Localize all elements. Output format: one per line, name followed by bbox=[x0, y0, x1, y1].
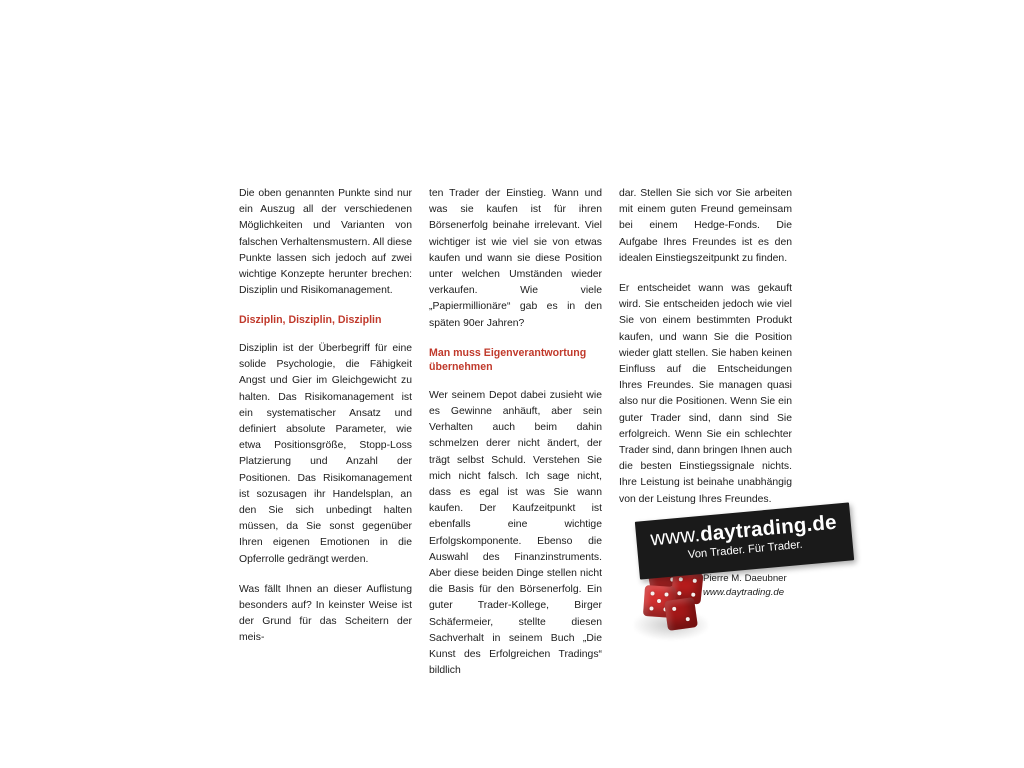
paragraph: ten Trader der Einstieg. Wann und was sie kaufen ist für ihren Börsenerfolg beinahe irrelevant. Viel wichtiger ist wie viel sie von etwas kaufen und wann sie diese Position unter welchen Umständen wieder verkaufen. Wie viele „Papiermillionäre“ gab es in den späten 90er Jahren? bbox=[429, 188, 602, 329]
section-heading-disziplin: Disziplin, Disziplin, Disziplin bbox=[239, 314, 382, 327]
die-icon bbox=[664, 597, 698, 631]
author-website: www.daytrading.de bbox=[703, 587, 785, 598]
paragraph: Disziplin ist der Überbegriff für eine solide Psychologie, die Fähigkeit Angst und Gier im Gleichgewicht zu halten. Das Risikomanagement ist ein systematischer Ansatz und definiert absolute Parameter, wie etwa Positionsgröße, Stopp-Loss Platzierung und Anzahl der Positionen. Das Risikomanagement ist sozusagen ihr Handelsplan, an den Sie sich unbedingt halten müssen, da Sie sonst gegenüber Ihren eigenen Emotionen in die Opferrolle gedrängt werden. bbox=[239, 342, 412, 565]
logo-prefix: www. bbox=[649, 523, 702, 551]
paragraph: Was fällt Ihnen an dieser Auflistung besonders auf? In keinster Weise ist der Grund für das Scheitern der meis- bbox=[239, 583, 412, 644]
author-signature bbox=[703, 572, 833, 600]
author-name: Pierre M. Daeubner bbox=[703, 573, 787, 584]
logo-suffix: .de bbox=[805, 510, 838, 537]
section-heading-eigenverantwortung: Man muss Eigenverantwortung übernehmen bbox=[429, 346, 587, 374]
paragraph: Wer seinem Depot dabei zusieht wie es Gewinne anhäuft, aber sein Verhalten auch beim dahin schmelzen derer nicht ändert, der trägt selbst Schuld. Verstehen Sie mich nicht falsch. Ich sage nicht, dass es egal ist was Sie wann kaufen. Der Kaufzeitpunkt ist ebenfalls eine wichtige Erfolgskomponente. Ebenso die Auswahl des Finanzinstruments. Aber diese beiden Dinge stellen nicht die Basis für den Börsenerfolg. Ein guter Trader-Kollege, Birger Schäfermeier, stellte diesen Sachverhalt in seinem Buch „Die Kunst des Erfolgreichen Tradings“ bildlich bbox=[429, 389, 602, 677]
paragraph: Er entscheidet wann was gekauft wird. Sie entscheiden jedoch wie viel Sie von einem bestimmten Produkt kaufen, und wann Sie die Position wieder glatt stellen. Sie haben keinen Einfluss auf die Entscheidungen Ihres Freundes. Sie managen quasi also nur die Positionen. Wenn Sie ein guter Trader sind, dann sind Sie erfolgreich. Wenn Sie ein schlechter Trader sind, dann bringen Ihnen auch die besten Einstiegssignale nichts. Ihre Leistung ist beinahe unabhängig von der Leistung Ihres Freundes. bbox=[619, 283, 792, 505]
logo-tagline: Von Trader. Für Trader. bbox=[687, 538, 804, 562]
paragraph: Die oben genannten Punkte sind nur ein Auszug all der verschiedenen Möglichkeiten und Varianten von falschen Verhaltensmustern. All diese Punkte lassen sich jedoch auf zwei wichtige Konzepte herunter brechen: Disziplin und Risikomanagement. bbox=[239, 188, 412, 297]
paragraph: dar. Stellen Sie sich vor Sie arbeiten mit einem guten Freund gemeinsam bei einem Hedge-Fonds. Die Aufgabe Ihres Freundes ist es den idealen Einstiegszeitpunkt zu finden. bbox=[619, 188, 792, 264]
logo-name: daytrading bbox=[699, 513, 808, 546]
text-column-1 bbox=[239, 186, 412, 644]
text-column-2 bbox=[429, 186, 602, 677]
